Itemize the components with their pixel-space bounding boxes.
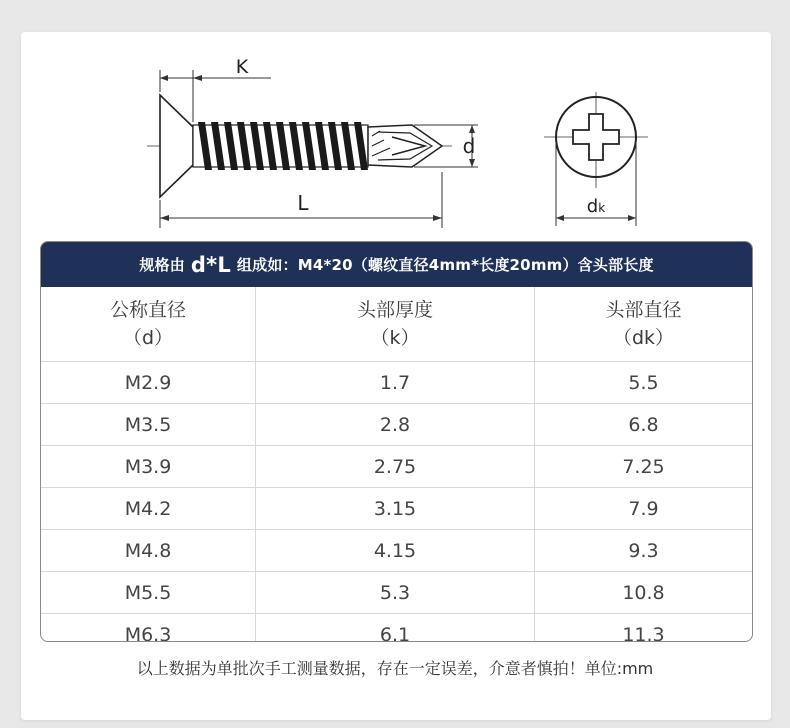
l-label: L xyxy=(297,191,309,215)
k-label: K xyxy=(235,56,249,78)
table-cell: 1.7 xyxy=(256,362,535,404)
spec-table xyxy=(40,241,753,642)
table-cell: 2.75 xyxy=(256,446,535,488)
table-cell: M3.5 xyxy=(41,404,256,446)
d-label: d xyxy=(462,134,476,158)
table-cell: 3.15 xyxy=(256,488,535,530)
column-header: 公称直径 （d） xyxy=(41,287,256,362)
table-row xyxy=(41,488,752,530)
table-cell: M4.8 xyxy=(41,530,256,572)
table-cell: 10.8 xyxy=(535,572,753,614)
table-cell: 6.8 xyxy=(535,404,753,446)
screw-head xyxy=(160,95,193,197)
table-row xyxy=(41,362,752,404)
table-row xyxy=(41,404,752,446)
table-cell: 5.3 xyxy=(256,572,535,614)
table-cell: M4.2 xyxy=(41,488,256,530)
table-row xyxy=(41,572,752,614)
column-header: 头部厚度 （k） xyxy=(256,287,535,362)
spec-data-table xyxy=(41,287,752,642)
table-cell: 6.1 xyxy=(256,614,535,643)
table-row xyxy=(41,446,752,488)
footer-note: 以上数据为单批次手工测量数据，存在一定误差，介意者慎拍！单位:mm xyxy=(136,659,654,678)
table-cell: 5.5 xyxy=(535,362,753,404)
table-cell: M2.9 xyxy=(41,362,256,404)
screw-dimension-drawing xyxy=(0,0,790,240)
table-cell: 7.25 xyxy=(535,446,753,488)
table-cell: M5.5 xyxy=(41,572,256,614)
dk-label: dk xyxy=(586,196,606,217)
table-title: 规格由 d*L 组成如：M4*20（螺纹直径4mm*长度20mm）含头部长度 xyxy=(41,242,752,287)
table-cell: M3.9 xyxy=(41,446,256,488)
table-cell: 7.9 xyxy=(535,488,753,530)
table-cell: 2.8 xyxy=(256,404,535,446)
table-cell: 4.15 xyxy=(256,530,535,572)
table-row xyxy=(41,530,752,572)
table-cell: 9.3 xyxy=(535,530,753,572)
table-row xyxy=(41,614,752,643)
table-cell: 11.3 xyxy=(622,623,665,642)
column-header: 头部直径 （dk） xyxy=(535,287,753,362)
table-cell: M6.3 xyxy=(41,614,256,643)
screw-end-view xyxy=(544,92,648,226)
